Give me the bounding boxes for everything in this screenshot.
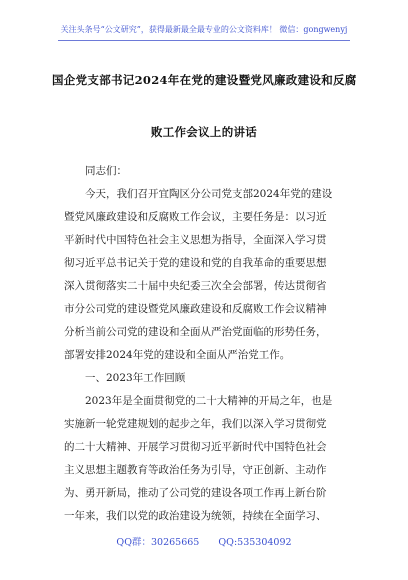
body-line: 2023年是全面贯彻党的二十大精神的开局之年，也是 bbox=[85, 395, 333, 407]
body-line: 为、勇开新局，推动了公司党的建设各项工作再上新台阶 bbox=[64, 487, 327, 499]
section-heading: 一、2023年工作回顾 bbox=[85, 372, 186, 384]
footer-contacts bbox=[58, 534, 350, 548]
body-line: 的二十大精神、开展学习贯彻习近平新时代中国特色社会 bbox=[64, 441, 327, 453]
body-line: 彻习近平总书记关于党的建设和党的自我革命的重要思想 bbox=[64, 257, 327, 269]
body-line: 深入贯彻落实二十届中央纪委三次全会部署，传达贯彻省 bbox=[64, 280, 327, 292]
body-line: 暨党风廉政建设和反腐败工作会议，主要任务是：以习近 bbox=[64, 211, 327, 223]
body-line: 实施新一轮党建规划的起步之年，我们以深入学习贯彻党 bbox=[64, 418, 327, 430]
header-divider bbox=[58, 40, 350, 41]
footer-qq-group: QQ群：30265665 bbox=[116, 537, 200, 548]
body-line: 分析当前公司党的建设和全面从严治党面临的形势任务， bbox=[64, 326, 327, 338]
salutation: 同志们： bbox=[85, 165, 127, 177]
body-line: 平新时代中国特色社会主义思想为指导，全面深入学习贯 bbox=[64, 234, 327, 246]
footer-qq-number: QQ:535304092 bbox=[218, 537, 292, 548]
document-title-line-2: 败工作会议上的讲话 bbox=[150, 125, 258, 139]
body-line: 部署安排2024年党的建设和全面从严治党工作。 bbox=[64, 349, 291, 361]
header-notice: 关注头条号“公文研究”，获得最新最全最专业的公文资料库！ 微信：gongwenyj bbox=[60, 25, 348, 34]
body-line: 主义思想主题教育等政治任务为引导，守正创新、主动作 bbox=[64, 464, 327, 476]
body-line: 今天，我们召开宜陶区分公司党支部2024年党的建设 bbox=[85, 188, 333, 200]
body-line: 一年来，我们以党的政治建设为统领，持续在全面学习、 bbox=[64, 510, 327, 522]
document-title-line-1: 国企党支部书记2024年在党的建设暨党风廉政建设和反腐 bbox=[52, 73, 357, 87]
body-line: 市分公司党的建设暨党风廉政建设和反腐败工作会议精神 bbox=[64, 303, 327, 315]
